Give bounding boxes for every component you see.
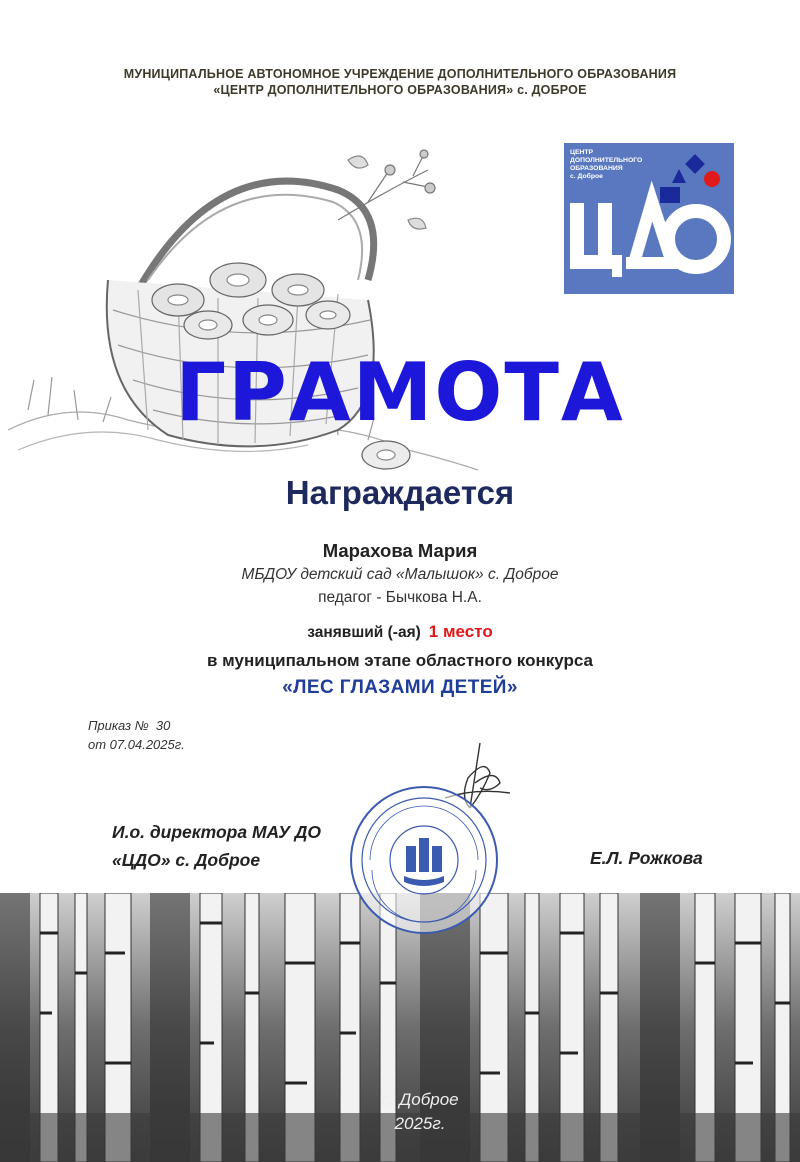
logo-caption-line: ДОПОЛНИТЕЛЬНОГО — [570, 157, 643, 164]
teacher-name: педагог - Бычкова Н.А. — [318, 589, 482, 606]
official-seal — [348, 784, 500, 936]
contest-name: «ЛЕС ГЛАЗАМИ ДЕТЕЙ» — [282, 677, 518, 698]
order-number: Приказ № 30 — [88, 718, 171, 733]
order-date: от 07.04.2025г. — [88, 737, 185, 752]
order-info — [88, 716, 185, 754]
signatory-title-line-2: «ЦДО» с. Доброе — [112, 850, 261, 870]
awarded-heading: Награждается — [285, 474, 515, 511]
footer-year: 2025г. — [394, 1114, 446, 1133]
logo-caption-line: ОБРАЗОВАНИЯ — [570, 165, 623, 172]
header-line-1: МУНИЦИПАЛЬНОЕ АВТОНОМНОЕ УЧРЕЖДЕНИЕ ДОПОЛНИТЕЛЬНОГО ОБРАЗОВАНИЯ — [123, 67, 677, 81]
logo-mark — [564, 143, 734, 294]
placed-label: занявший (-ая) — [307, 624, 421, 641]
signatory-title-line-1: И.о. директора МАУ ДО — [112, 822, 322, 842]
recipient-organization: МБДОУ детский сад «Малышок» с. Доброе — [241, 566, 559, 583]
place-value: 1 место — [428, 622, 493, 641]
place-row — [0, 622, 800, 642]
certificate-title: ГРАМОТА — [175, 346, 625, 439]
cdo-logo — [564, 143, 734, 294]
signatory-title — [112, 818, 321, 874]
footer-place: с. Доброе — [381, 1090, 459, 1109]
signatory-name: Е.Л. Рожкова — [590, 848, 703, 868]
recipient-name: Марахова Мария — [322, 540, 478, 561]
logo-caption-line: с. Доброе — [570, 173, 603, 180]
contest-stage: в муниципальном этапе областного конкурса — [207, 651, 593, 670]
header-line-2: «ЦЕНТР ДОПОЛНИТЕЛЬНОГО ОБРАЗОВАНИЯ» с. ДОБРОЕ — [213, 83, 587, 97]
logo-caption-line: ЦЕНТР — [570, 149, 594, 156]
